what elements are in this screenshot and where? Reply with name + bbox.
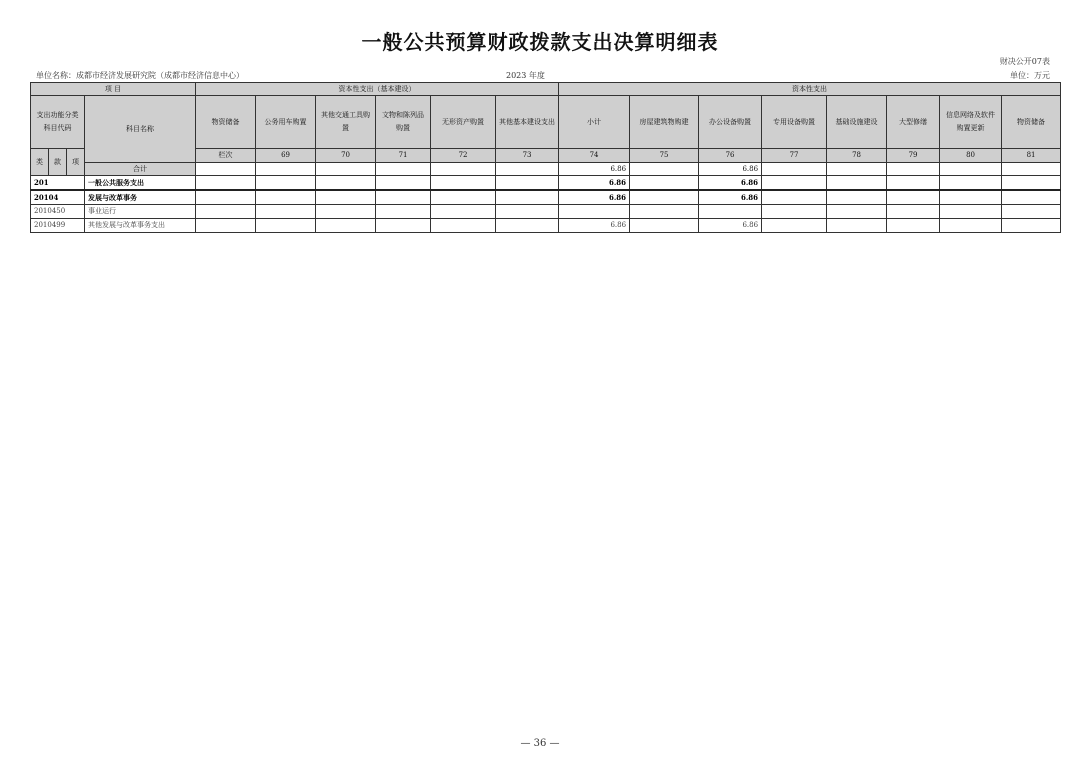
column-no-label: 栏次 bbox=[196, 149, 256, 163]
cell-value: 6.86 bbox=[699, 219, 762, 233]
column-header: 大型修缮 bbox=[887, 96, 940, 149]
kuan-header: 款 bbox=[49, 149, 67, 176]
cell-value bbox=[630, 219, 699, 233]
cell-value bbox=[699, 205, 762, 219]
column-number: 80 bbox=[940, 149, 1002, 163]
column-number: 70 bbox=[316, 149, 376, 163]
cell-value bbox=[827, 176, 887, 191]
group-header-capital: 资本性支出 bbox=[559, 83, 1061, 96]
column-number: 74 bbox=[559, 149, 630, 163]
cell-value bbox=[496, 205, 559, 219]
cell-value bbox=[196, 205, 256, 219]
subject-name: 发展与改革事务 bbox=[85, 190, 196, 205]
cell-value bbox=[887, 219, 940, 233]
cell-value bbox=[431, 190, 496, 205]
subject-code: 2010499 bbox=[31, 219, 85, 233]
cell-value bbox=[762, 205, 827, 219]
cell-value bbox=[376, 176, 431, 191]
cell-value bbox=[630, 205, 699, 219]
column-header: 物资储备 bbox=[196, 96, 256, 149]
column-number: 73 bbox=[496, 149, 559, 163]
subject-name: 其他发展与改革事务支出 bbox=[85, 219, 196, 233]
table-row bbox=[31, 176, 1061, 191]
column-number: 75 bbox=[630, 149, 699, 163]
column-header: 物资储备 bbox=[1002, 96, 1061, 149]
column-number: 72 bbox=[431, 149, 496, 163]
cell-value: 6.86 bbox=[559, 219, 630, 233]
expenditure-table bbox=[30, 82, 1061, 233]
cell-value bbox=[1002, 190, 1061, 205]
column-header: 专用设备购置 bbox=[762, 96, 827, 149]
column-number: 71 bbox=[376, 149, 431, 163]
subject-code: 20104 bbox=[31, 190, 85, 205]
money-unit: 单位：万元 bbox=[1010, 71, 1050, 80]
column-header: 信息网络及软件购置更新 bbox=[940, 96, 1002, 149]
cell-value bbox=[196, 190, 256, 205]
cell-value: 6.86 bbox=[699, 190, 762, 205]
column-header: 基础设施建设 bbox=[827, 96, 887, 149]
group-header-capital-basic: 资本性支出（基本建设） bbox=[196, 83, 559, 96]
cell-value bbox=[630, 176, 699, 191]
total-value bbox=[496, 163, 559, 176]
cell-value bbox=[316, 219, 376, 233]
total-value bbox=[887, 163, 940, 176]
total-value bbox=[376, 163, 431, 176]
cell-value bbox=[827, 190, 887, 205]
cell-value bbox=[376, 190, 431, 205]
cell-value bbox=[887, 190, 940, 205]
cell-value bbox=[1002, 176, 1061, 191]
cell-value bbox=[940, 190, 1002, 205]
cell-value bbox=[1002, 205, 1061, 219]
cell-value bbox=[887, 176, 940, 191]
fiscal-year: 2023 年度 bbox=[506, 71, 545, 80]
cell-value bbox=[496, 219, 559, 233]
cell-value bbox=[431, 219, 496, 233]
cell-value bbox=[940, 219, 1002, 233]
group-header-row bbox=[31, 83, 1061, 96]
subject-name-header: 科目名称 bbox=[85, 96, 196, 163]
cell-value bbox=[762, 190, 827, 205]
total-value: 6.86 bbox=[559, 163, 630, 176]
cell-value bbox=[376, 219, 431, 233]
total-value bbox=[256, 163, 316, 176]
column-header: 其他交通工具购置 bbox=[316, 96, 376, 149]
total-value bbox=[630, 163, 699, 176]
column-number: 78 bbox=[827, 149, 887, 163]
cell-value: 6.86 bbox=[559, 190, 630, 205]
cell-value bbox=[431, 205, 496, 219]
lei-header: 类 bbox=[31, 149, 49, 176]
cell-value bbox=[827, 219, 887, 233]
total-row bbox=[31, 163, 1061, 176]
column-header: 房屋建筑物购建 bbox=[630, 96, 699, 149]
total-value bbox=[431, 163, 496, 176]
total-label: 合计 bbox=[85, 163, 196, 176]
cell-value bbox=[496, 176, 559, 191]
cell-value bbox=[256, 176, 316, 191]
cell-value bbox=[256, 190, 316, 205]
cell-value bbox=[196, 219, 256, 233]
column-number: 81 bbox=[1002, 149, 1061, 163]
column-header: 无形资产购置 bbox=[431, 96, 496, 149]
column-header: 小计 bbox=[559, 96, 630, 149]
cell-value bbox=[256, 219, 316, 233]
func-code-header: 支出功能分类科目代码 bbox=[31, 96, 85, 149]
cell-value bbox=[762, 219, 827, 233]
group-header-project: 项 目 bbox=[31, 83, 196, 96]
total-value bbox=[316, 163, 376, 176]
total-value bbox=[196, 163, 256, 176]
table-row bbox=[31, 190, 1061, 205]
cell-value bbox=[827, 205, 887, 219]
cell-value bbox=[431, 176, 496, 191]
cell-value bbox=[316, 190, 376, 205]
xiang-header: 项 bbox=[67, 149, 85, 176]
cell-value bbox=[630, 190, 699, 205]
total-value: 6.86 bbox=[699, 163, 762, 176]
cell-value: 6.86 bbox=[559, 176, 630, 191]
subject-code: 201 bbox=[31, 176, 85, 191]
page-title: 一般公共预算财政拨款支出决算明细表 bbox=[361, 30, 719, 54]
cell-value bbox=[559, 205, 630, 219]
column-number: 77 bbox=[762, 149, 827, 163]
meta-row bbox=[36, 70, 1050, 81]
cell-value bbox=[316, 205, 376, 219]
cell-value bbox=[940, 205, 1002, 219]
cell-value: 6.86 bbox=[699, 176, 762, 191]
subject-name: 事业运行 bbox=[85, 205, 196, 219]
cell-value bbox=[762, 176, 827, 191]
page-number: — 36 — bbox=[520, 738, 560, 749]
cell-value bbox=[496, 190, 559, 205]
column-header: 文物和陈列品购置 bbox=[376, 96, 431, 149]
cell-value bbox=[940, 176, 1002, 191]
form-code: 财决公开07表 bbox=[999, 57, 1050, 66]
column-number: 69 bbox=[256, 149, 316, 163]
cell-value bbox=[887, 205, 940, 219]
column-header-row bbox=[31, 96, 1061, 149]
table-row bbox=[31, 219, 1061, 233]
column-header: 公务用车购置 bbox=[256, 96, 316, 149]
subject-name: 一般公共服务支出 bbox=[85, 176, 196, 191]
cell-value bbox=[1002, 219, 1061, 233]
table-row bbox=[31, 205, 1061, 219]
cell-value bbox=[376, 205, 431, 219]
cell-value bbox=[316, 176, 376, 191]
subject-code: 2010450 bbox=[31, 205, 85, 219]
cell-value bbox=[196, 176, 256, 191]
unit-name: 单位名称：成都市经济发展研究院（成都市经济信息中心） bbox=[36, 71, 244, 80]
total-value bbox=[827, 163, 887, 176]
total-value bbox=[940, 163, 1002, 176]
total-value bbox=[762, 163, 827, 176]
column-header: 办公设备购置 bbox=[699, 96, 762, 149]
cell-value bbox=[256, 205, 316, 219]
column-number: 79 bbox=[887, 149, 940, 163]
total-value bbox=[1002, 163, 1061, 176]
column-header: 其他基本建设支出 bbox=[496, 96, 559, 149]
column-number: 76 bbox=[699, 149, 762, 163]
